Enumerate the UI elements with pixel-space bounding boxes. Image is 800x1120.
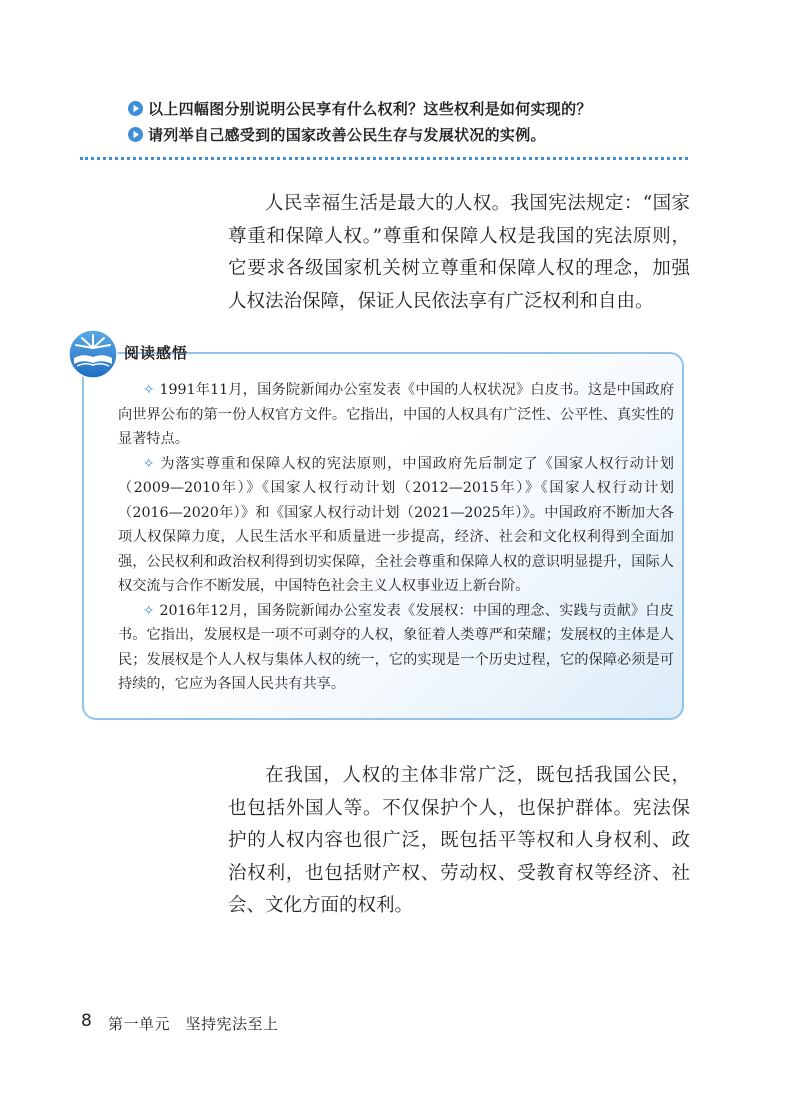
question-item: [128, 96, 728, 120]
reading-paragraph: ✧ 为落实尊重和保障人权的宪法原则，中国政府先后制定了《国家人权行动计划（2009—2010年）》《国家人权行动计划（2012—2015年）》《国家人权行动计划（2016—2020年）》和《国家人权行动计划（2021—2025年）》。中国政府不断加大各项人权保障力度，人民生活水平和质量进一步提高，经济、社会和文化权利得到全面加强，公民权利和政治权利得到切实保障，全社会尊重和保障人权的意识明显提升，国际人权交流与合作不断发展，中国特色社会主义人权事业迈上新台阶。: [118, 455, 674, 594]
reading-paragraph: ✧ 1991年11月，国务院新闻办公室发表《中国的人权状况》白皮书。这是中国政府向世界公布的第一份人权官方文件。它指出，中国的人权具有广泛性、公平性、真实性的显著特点。: [118, 382, 674, 447]
question-text: 请列举自己感受到的国家改善公民生存与发展状况的实例。: [148, 125, 546, 144]
page-number: 8: [81, 1011, 92, 1031]
diamond-icon: ✧: [142, 455, 155, 472]
discussion-questions: [128, 96, 728, 148]
question-text: 以上四幅图分别说明公民享有什么权利？这些权利是如何实现的？: [148, 99, 592, 118]
question-item: [128, 122, 728, 146]
body-paragraph: 人民幸福生活是最大的人权。我国宪法规定：“国家尊重和保障人权。”尊重和保障人权是我国的宪法原则，它要求各级国家机关树立尊重和保障人权的理念，加强人权法治保障，保证人民依法享有广泛权利和自由。: [228, 193, 690, 312]
running-footer: 第一单元 坚持宪法至上: [108, 1015, 279, 1033]
play-arrow-icon: [128, 101, 143, 116]
reading-paragraph: ✧ 2016年12月，国务院新闻办公室发表《发展权：中国的理念、实践与贡献》白皮书。它指出，发展权是一项不可剥夺的人权，象征着人类尊严和荣耀；发展权的主体是人民；发展权是个人人权与集体人权的统一，它的实现是一个历史过程，它的保障必须是可持续的，它应为各国人民共有共享。: [118, 602, 674, 692]
play-arrow-icon: [128, 127, 143, 142]
diamond-icon: ✧: [142, 382, 155, 398]
reading-box-title: 阅读感悟: [124, 344, 189, 362]
reading-badge-icon: [67, 328, 119, 380]
section-divider: [80, 157, 688, 160]
body-paragraph: 在我国，人权的主体非常广泛，既包括我国公民，也包括外国人等。不仅保护个人，也保护群体。宪法保护的人权内容也很广泛，既包括平等权和人身权利、政治权利，也包括财产权、劳动权、受教育权等经济、社会、文化方面的权利。: [228, 765, 690, 916]
reading-box-content: [118, 378, 674, 697]
diamond-icon: ✧: [142, 602, 155, 619]
